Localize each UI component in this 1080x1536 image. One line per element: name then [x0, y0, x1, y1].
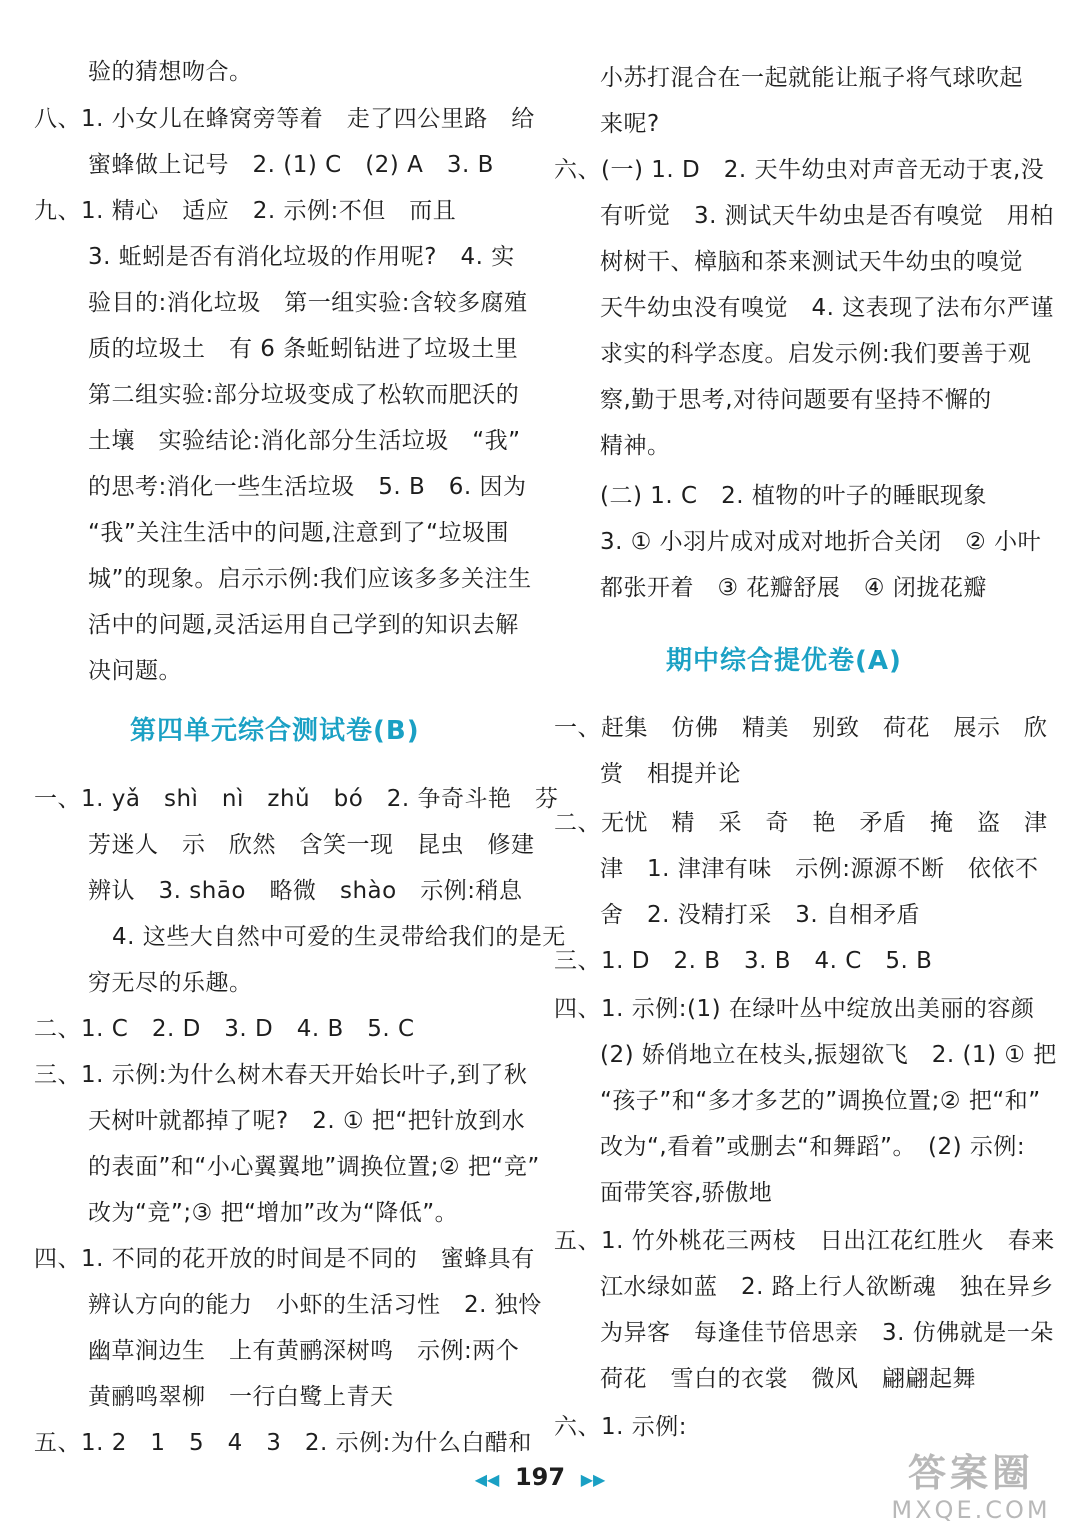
text-line: 五、1. 竹外桃花三两枝 日出江花红胜火 春来 [554, 1228, 1055, 1254]
watermark-url: MXQE.COM [891, 1496, 1051, 1524]
watermark-logo [876, 1450, 1066, 1530]
text-line: 3. 蚯蚓是否有消化垃圾的作用呢? 4. 实 [88, 244, 515, 270]
text-line: 活中的问题,灵活运用自己学到的知识去解 [88, 612, 519, 638]
text-line: 四、1. 不同的花开放的时间是不同的 蜜蜂具有 [34, 1246, 535, 1272]
text-line: 一、1. yǎ shì nì zhǔ bó 2. 争奇斗艳 芬 [34, 786, 559, 812]
section-title: 期中综合提优卷(A) [666, 646, 902, 676]
text-line: 芳迷人 示 欣然 含笑一现 昆虫 修建 [88, 832, 535, 858]
text-line: 天树叶就都掉了呢? 2. ① 把“把针放到水 [88, 1108, 526, 1134]
text-line: 黄鹂鸣翠柳 一行白鹭上青天 [88, 1384, 394, 1410]
double-left-arrow-icon: ◀◀ [474, 1470, 500, 1489]
text-line: 第二组实验:部分垃圾变成了松软而肥沃的 [88, 382, 520, 408]
double-right-arrow-icon: ▶▶ [580, 1470, 606, 1489]
text-line: 决问题。 [88, 658, 182, 684]
text-line: 察,勤于思考,对待问题要有坚持不懈的 [600, 387, 992, 413]
text-line: 验目的:消化垃圾 第一组实验:含较多腐殖 [88, 290, 528, 316]
text-line: 一、赶集 仿佛 精美 别致 荷花 展示 欣 [554, 715, 1048, 741]
text-line: 津 1. 津津有味 示例:源源不断 依依不 [600, 856, 1039, 882]
text-line: 舍 2. 没精打采 3. 自相矛盾 [600, 902, 921, 928]
text-line: 质的垃圾土 有 6 条蚯蚓钻进了垃圾土里 [88, 336, 519, 362]
text-line: 有听觉 3. 测试天牛幼虫是否有嗅觉 用柏 [600, 203, 1054, 229]
text-line: 城”的现象。启示示例:我们应该多多关注生 [88, 566, 532, 592]
text-line: 为异客 每逢佳节倍思亲 3. 仿佛就是一朵 [600, 1320, 1054, 1346]
text-line: 3. ① 小羽片成对成对地折合关闭 ② 小叶 [600, 529, 1042, 555]
text-line: 三、1. 示例:为什么树木春天开始长叶子,到了秋 [34, 1062, 528, 1088]
text-line: 辨认方向的能力 小虾的生活习性 2. 独怜 [88, 1292, 542, 1318]
text-line: 六、(一) 1. D 2. 天牛幼虫对声音无动于衷,没 [554, 157, 1045, 183]
text-line: 的思考:消化一些生活垃圾 5. B 6. 因为 [88, 474, 527, 500]
text-line: 精神。 [600, 433, 671, 459]
text-line: 八、1. 小女儿在蜂窝旁等着 走了四公里路 给 [34, 106, 535, 132]
text-line: 小苏打混合在一起就能让瓶子将气球吹起 [600, 65, 1023, 91]
text-line: 的表面”和“小心翼翼地”调换位置;② 把“竞” [88, 1154, 540, 1180]
text-line: 验的猜想吻合。 [88, 59, 253, 85]
text-line: 都张开着 ③ 花瓣舒展 ④ 闭拢花瓣 [600, 575, 987, 601]
text-line: 四、1. 示例:(1) 在绿叶丛中绽放出美丽的容颜 [554, 996, 1035, 1022]
text-line: 二、无忧 精 采 奇 艳 矛盾 掩 盗 津 [554, 810, 1048, 836]
text-line: 树树干、樟脑和茶来测试天牛幼虫的嗅觉 [600, 249, 1023, 275]
text-line: 五、1. 2 1 5 4 3 2. 示例:为什么白醋和 [34, 1430, 532, 1456]
text-line: 荷花 雪白的衣裳 微风 翩翩起舞 [600, 1366, 976, 1392]
text-line: (2) 娇俏地立在枝头,振翅欲飞 2. (1) ① 把 [600, 1042, 1057, 1068]
text-line: “孩子”和“多才多艺的”调换位置;② 把“和” [600, 1088, 1041, 1114]
text-line: 三、1. D 2. B 3. B 4. C 5. B [554, 948, 933, 974]
text-line: 4. 这些大自然中可爱的生灵带给我们的是无 [112, 924, 566, 950]
text-line: 天牛幼虫没有嗅觉 4. 这表现了法布尔严谨 [600, 295, 1054, 321]
text-line: 六、1. 示例: [554, 1414, 688, 1440]
text-line: 江水绿如蓝 2. 路上行人欲断魂 独在异乡 [600, 1274, 1054, 1300]
text-line: 幽草涧边生 上有黄鹂深树鸣 示例:两个 [88, 1338, 520, 1364]
text-line: 土壤 实验结论:消化部分生活垃圾 “我” [88, 428, 521, 454]
text-line: 辨认 3. shāo 略微 shào 示例:稍息 [88, 878, 523, 904]
text-line: 蜜蜂做上记号 2. (1) C (2) A 3. B [88, 152, 494, 178]
text-line: 来呢? [600, 111, 660, 137]
text-line: (二) 1. C 2. 植物的叶子的睡眠现象 [600, 483, 987, 509]
text-line: 面带笑容,骄傲地 [600, 1180, 773, 1206]
text-line: “我”关注生活中的问题,注意到了“垃圾围 [88, 520, 510, 546]
text-line: 穷无尽的乐趣。 [88, 970, 253, 996]
page-number: 197 [514, 1463, 566, 1491]
text-line: 九、1. 精心 适应 2. 示例:不但 而且 [34, 198, 457, 224]
text-line: 求实的科学态度。启发示例:我们要善于观 [600, 341, 1032, 367]
section-title: 第四单元综合测试卷(B) [130, 716, 420, 746]
watermark-text: 答案圈 [907, 1451, 1034, 1495]
text-line: 改为“,看着”或删去“和舞蹈”。 (2) 示例: [600, 1134, 1026, 1160]
text-line: 赏 相提并论 [600, 761, 741, 787]
text-line: 二、1. C 2. D 3. D 4. B 5. C [34, 1016, 415, 1042]
text-line: 改为“竞”;③ 把“增加”改为“降低”。 [88, 1200, 459, 1226]
